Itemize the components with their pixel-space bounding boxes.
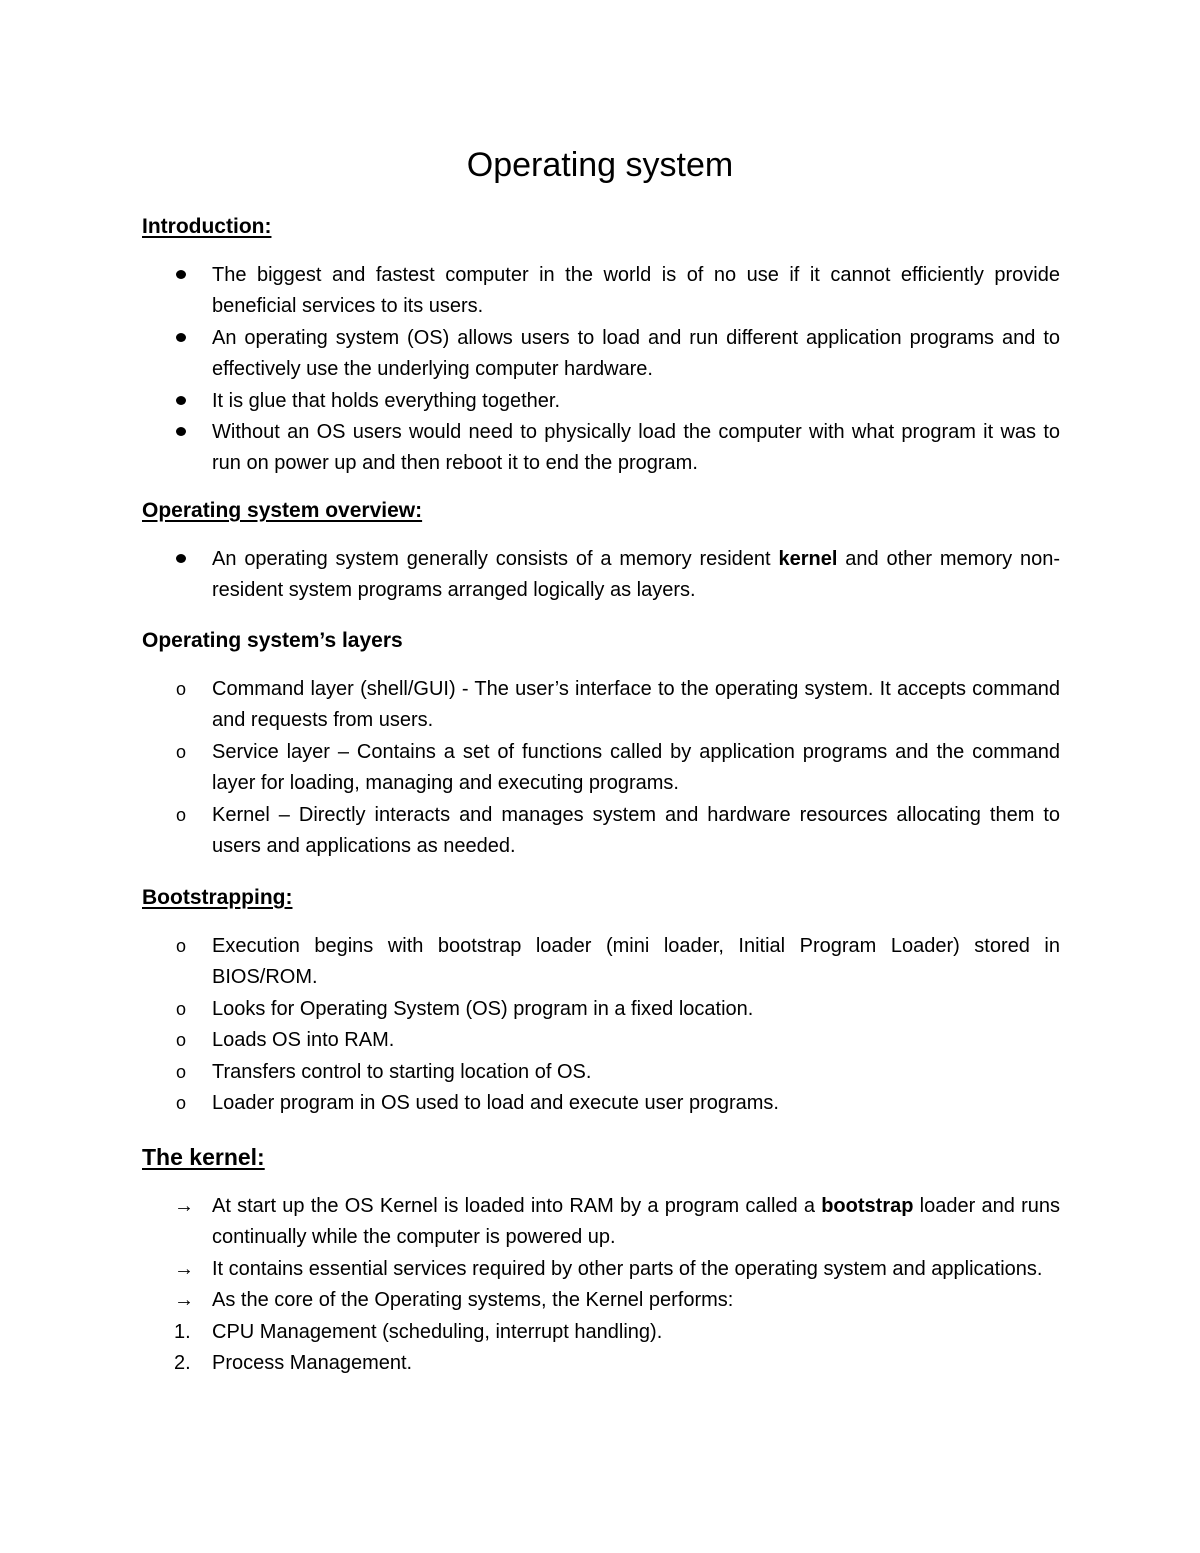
list-item: o Transfers control to starting location of OS. xyxy=(142,1057,1060,1088)
layers-heading: Operating system’s layers xyxy=(142,629,403,652)
numbered-item: 1. CPU Management (scheduling, interrupt handling). xyxy=(142,1317,1060,1348)
list-item: o Looks for Operating System (OS) program in a fixed location. xyxy=(142,994,1060,1025)
arrow-right-icon: → xyxy=(174,1195,194,1217)
numbered-item: 2. Process Management. xyxy=(142,1348,1060,1379)
list-item: An operating system (OS) allows users to load and run different application programs and to effectively use the underlying computer hardware. xyxy=(142,323,1060,386)
bootstrap-term: bootstrap xyxy=(821,1195,914,1217)
list-number: 1. xyxy=(174,1320,191,1343)
overview-heading: Operating system overview: xyxy=(142,499,423,522)
list-item: o Kernel – Directly interacts and manages system and hardware resources allocating them to users and applications as needed. xyxy=(142,800,1060,863)
list-number: 2. xyxy=(174,1352,191,1375)
list-item: An operating system generally consists of a memory resident kernel and other memory non-resident system programs arranged logically as layers. xyxy=(142,544,1060,607)
list-item: o Loads OS into RAM. xyxy=(142,1025,1060,1056)
list-item: o Execution begins with bootstrap loader (mini loader, Initial Program Loader) stored in BIOS/ROM. xyxy=(142,931,1060,994)
circle-bullet-icon: o xyxy=(176,679,187,699)
circle-bullet-icon: o xyxy=(176,1030,187,1051)
circle-bullet-icon: o xyxy=(176,804,187,825)
list-item: → As the core of the Operating systems, the Kernel performs: xyxy=(142,1285,1060,1316)
list-item: → At start up the OS Kernel is loaded into RAM by a program called a bootstrap loader and runs continually while the computer is powered up. xyxy=(142,1191,1060,1254)
kernel-term: kernel xyxy=(778,548,838,570)
circle-bullet-icon: o xyxy=(176,936,187,956)
bullet-icon xyxy=(176,554,186,563)
circle-bullet-icon: o xyxy=(176,998,187,1019)
bullet-icon xyxy=(176,270,186,279)
page-title: Operating system xyxy=(466,146,734,184)
arrow-right-icon: → xyxy=(174,1289,194,1312)
bootstrapping-heading: Bootstrapping: xyxy=(142,886,293,909)
circle-bullet-icon: o xyxy=(176,1061,187,1082)
list-item: o Loader program in OS used to load and execute user programs. xyxy=(142,1088,1060,1119)
arrow-right-icon: → xyxy=(174,1257,194,1280)
list-item: Without an OS users would need to physically load the computer with what program it was to run on power up and then reboot it to end the program. xyxy=(142,417,1060,480)
list-item: o Service layer – Contains a set of functions called by application programs and the command layer for loading, managing and executing programs. xyxy=(142,737,1060,800)
kernel-list xyxy=(142,1191,1060,1379)
introduction-list xyxy=(142,260,1060,480)
list-item: → It contains essential services required by other parts of the operating system and applications. xyxy=(142,1254,1060,1285)
circle-bullet-icon: o xyxy=(176,741,187,762)
overview-list xyxy=(142,544,1060,607)
introduction-heading: Introduction: xyxy=(142,215,272,238)
list-item: o Command layer (shell/GUI) - The user’s interface to the operating system. It accepts command and requests from users. xyxy=(142,674,1060,737)
list-item: The biggest and fastest computer in the world is of no use if it cannot efficiently provide beneficial services to its users. xyxy=(142,260,1060,323)
bullet-icon xyxy=(176,427,186,436)
bootstrapping-list xyxy=(142,931,1060,1119)
kernel-heading: The kernel: xyxy=(142,1144,265,1170)
layers-list xyxy=(142,674,1060,862)
circle-bullet-icon: o xyxy=(176,1093,187,1114)
bullet-icon xyxy=(176,396,186,405)
bullet-icon xyxy=(176,333,186,342)
list-item: It is glue that holds everything together. xyxy=(142,386,1060,417)
